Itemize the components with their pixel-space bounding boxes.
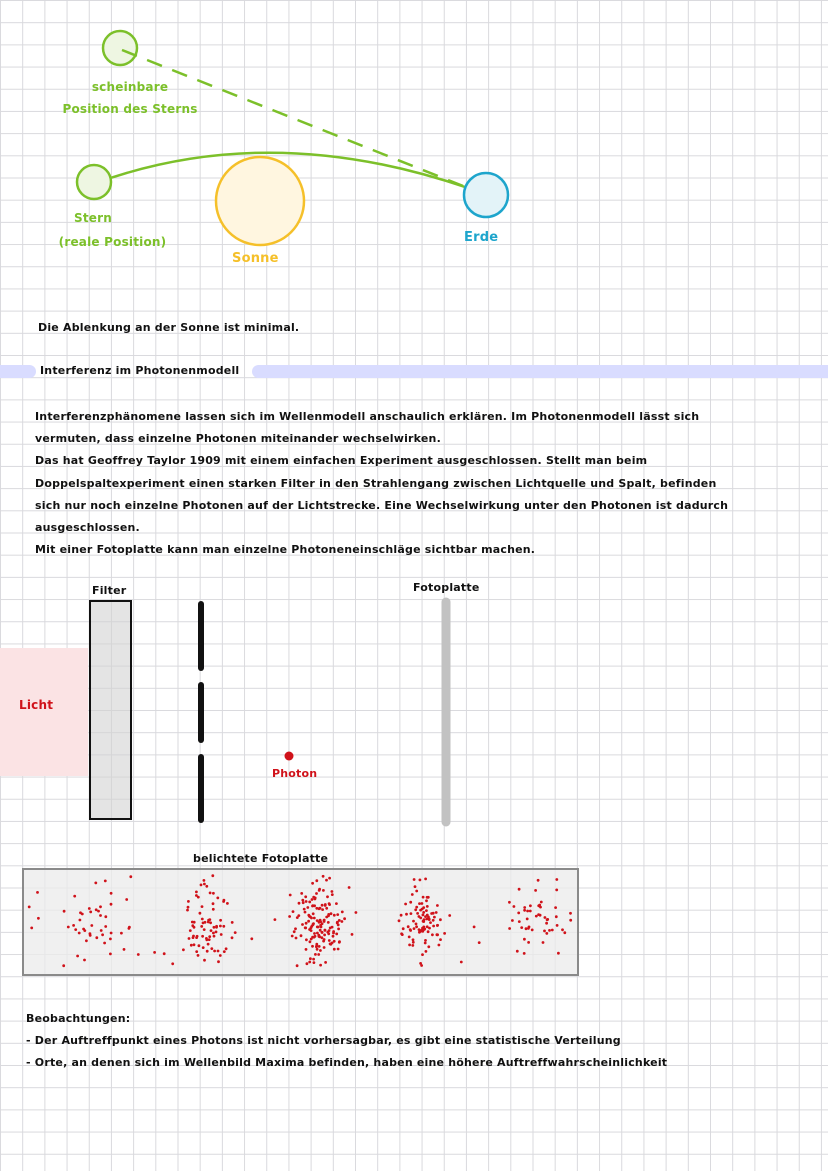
earth-circle xyxy=(464,173,508,217)
exposed-plate-label: belichtete Fotoplatte xyxy=(193,852,329,865)
apparent-star-label-line2: Position des Sterns xyxy=(62,102,198,116)
paragraph-line: Interferenzphänomene lassen sich im Wellenmodell anschaulich erklären. Im Photonenmodell lässt sich xyxy=(35,410,700,423)
real-star-label-line1: Stern xyxy=(74,211,112,225)
paragraph-line: Das hat Geoffrey Taylor 1909 mit einem einfachen Experiment ausgeschlossen. Stellt man beim xyxy=(35,454,648,468)
light-label: Licht xyxy=(19,698,54,712)
observations xyxy=(26,1008,667,1075)
earth-label: Erde xyxy=(464,230,499,245)
filter-label: Filter xyxy=(92,584,127,597)
observation-item: - Der Auftreffpunkt eines Photons ist nicht vorhersagbar, es gibt eine statistische Verteilung xyxy=(26,1034,621,1048)
real-star-label-line2: (reale Position) xyxy=(58,235,167,249)
real-star-label xyxy=(50,206,175,254)
paragraph-line: vermuten, dass einzelne Photonen miteinander wechselwirken. xyxy=(35,432,441,446)
real-star-circle xyxy=(77,165,111,199)
light-source-area xyxy=(0,648,88,776)
heading-highlight-left xyxy=(0,365,36,378)
explanation-paragraph xyxy=(35,406,728,561)
heading-highlight-right xyxy=(252,365,828,378)
observations-title: Beobachtungen: xyxy=(26,1012,131,1025)
paragraph-line: Doppelspaltexperiment einen starken Filter in den Strahlengang zwischen Lichtquelle und Spalt, befinden xyxy=(35,476,717,490)
photon-label: Photon xyxy=(272,767,318,780)
apparent-star-label-line1: scheinbare xyxy=(91,80,169,94)
apparent-star-circle xyxy=(103,31,137,65)
sun-label: Sonne xyxy=(232,251,279,266)
filter-rect xyxy=(89,600,132,820)
observation-item: - Orte, an denen sich im Wellenbild Maxima befinden, haben eine höhere Auftreffwahrscheinlichkeit xyxy=(26,1056,668,1070)
paragraph-line: Mit einer Fotoplatte kann man einzelne Photoneneinschläge sichtbar machen. xyxy=(35,543,536,557)
sun-circle xyxy=(216,157,304,245)
exposed-plate xyxy=(22,868,579,976)
paragraph-line: ausgeschlossen. xyxy=(35,521,140,535)
paragraph-line: sich nur noch einzelne Photonen auf der Lichtstrecke. Eine Wechselwirkung unter den Photonen ist dadurch xyxy=(35,498,729,512)
photographic-plate-label: Fotoplatte xyxy=(413,581,480,594)
apparent-star-label xyxy=(55,76,205,120)
photon-dot xyxy=(285,752,294,761)
photon-impact-dots xyxy=(24,870,577,974)
deflection-note: Die Ablenkung an der Sonne ist minimal. xyxy=(38,321,300,334)
section-heading: Interferenz im Photonenmodell xyxy=(40,364,240,377)
